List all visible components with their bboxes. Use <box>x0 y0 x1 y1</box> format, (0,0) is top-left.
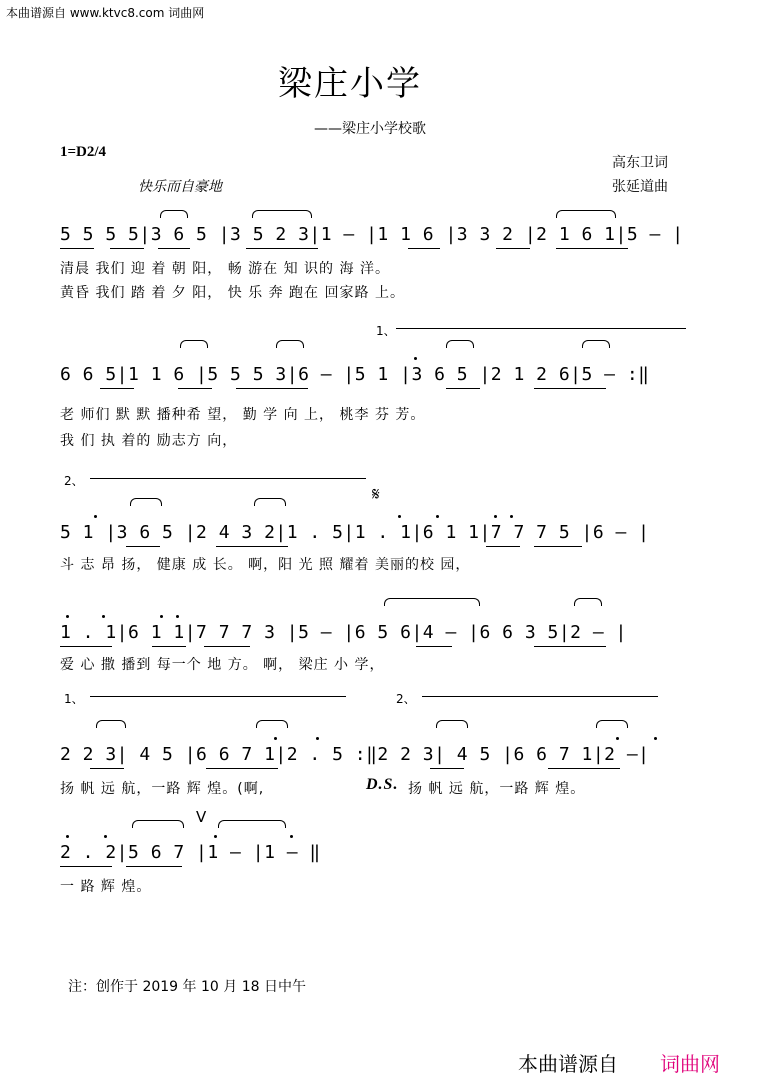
slur <box>160 210 188 218</box>
beam <box>408 248 440 249</box>
slur <box>276 340 304 348</box>
volta-2-marker-second: 2、 <box>396 692 416 706</box>
slur <box>218 820 286 828</box>
dal-segno-marker: D.S. <box>366 776 399 793</box>
beam <box>152 646 186 647</box>
slur <box>574 598 602 606</box>
slur <box>96 720 126 728</box>
beam <box>100 388 134 389</box>
slur <box>180 340 208 348</box>
high-octave-dot <box>436 515 439 518</box>
notation-row-1: 5 5 5 5|3 6 5 |3 5 2 3|1 — |1 1 6 |3 3 2 |2 1 6 1|5 — | <box>60 224 684 245</box>
high-octave-dot <box>398 515 401 518</box>
beam <box>534 388 606 389</box>
footer-site-name: 词曲网 <box>660 1052 720 1076</box>
lyrics-row-1-verse-2: 黄昏 我们 踏 着 夕 阳， 快 乐 奔 跑在 回家路 上。 <box>60 285 405 301</box>
lyrics-row-5-part-1: 扬 帆 远 航，一路 辉 煌。(啊, <box>60 781 265 797</box>
slur <box>254 498 286 506</box>
volta-1-marker: 1、 <box>376 324 396 338</box>
song-title: 梁庄小学 <box>278 64 422 104</box>
volta-1-line <box>396 328 686 329</box>
slur <box>132 820 184 828</box>
high-octave-dot <box>414 357 417 360</box>
segno-sign: 𝄋 <box>372 484 380 505</box>
high-octave-dot <box>290 835 293 838</box>
beam <box>216 546 288 547</box>
slur <box>436 720 468 728</box>
high-octave-dot <box>274 737 277 740</box>
footer-source-label: 本曲谱源自 <box>518 1052 618 1076</box>
beam <box>110 248 144 249</box>
high-octave-dot <box>102 615 105 618</box>
high-octave-dot <box>616 737 619 740</box>
volta-2-line-second <box>422 696 658 697</box>
lyricist-credit: 高东卫词 <box>612 155 668 171</box>
high-octave-dot <box>654 737 657 740</box>
beam <box>534 646 606 647</box>
high-octave-dot <box>494 515 497 518</box>
notation-row-4: 1 . 1|6 1 1|7 7 7 3 |5 — |6 5 6|4 — |6 6 3 5|2 — | <box>60 622 627 643</box>
lyrics-row-5-part-2: 扬 帆 远 航，一路 辉 煌。 <box>408 781 586 797</box>
lyrics-row-2-verse-2: 我 们 执 着的 励志方 向， <box>60 433 238 449</box>
slur <box>556 210 616 218</box>
beam <box>178 388 212 389</box>
notation-row-3: 5 1 |3 6 5 |2 4 3 2|1 . 5|1 . 1|6 1 1|7 7 7 5 |6 — | <box>60 522 650 543</box>
lyrics-row-2-verse-1: 老 师们 默 默 播种希 望， 勤 学 向 上， 桃李 芬 芳。 <box>60 407 426 423</box>
volta-2-marker: 2、 <box>64 474 84 488</box>
beam <box>548 768 620 769</box>
beam <box>556 248 628 249</box>
slur <box>256 720 288 728</box>
notation-row-2: 6 6 5|1 1 6 |5 5 5 3|6 — |5 1 |3 6 5 |2 1 2 6|5 — :‖ <box>60 364 650 385</box>
high-octave-dot <box>214 835 217 838</box>
beam <box>534 546 582 547</box>
slur <box>130 498 162 506</box>
volta-2-line <box>90 478 366 479</box>
beam <box>60 646 112 647</box>
notation-row-6: 2 . 2|5 6 7 |1 — |1 — ‖ <box>60 842 321 863</box>
beam <box>236 388 308 389</box>
slur <box>582 340 610 348</box>
lyrics-row-1-verse-1: 清晨 我们 迎 着 朝 阳， 畅 游在 知 识的 海 洋。 <box>60 261 390 277</box>
key-signature: 1=D2/4 <box>60 144 107 160</box>
beam <box>158 248 190 249</box>
high-octave-dot <box>176 615 179 618</box>
source-header: 本曲谱源自 www.ktvc8.com 词曲网 <box>6 6 205 20</box>
volta-1-marker-second: 1、 <box>64 692 84 706</box>
high-octave-dot <box>160 615 163 618</box>
beam <box>246 248 318 249</box>
slur <box>446 340 474 348</box>
breath-mark: V <box>196 808 207 826</box>
beam <box>204 646 250 647</box>
composition-note: 注：创作于 2019 年 10 月 18 日中午 <box>68 979 306 995</box>
beam <box>60 866 112 867</box>
tempo-marking: 快乐而自豪地 <box>138 179 222 195</box>
beam <box>90 768 124 769</box>
high-octave-dot <box>66 835 69 838</box>
lyrics-row-3: 斗 志 昂 扬， 健康 成 长。 啊，阳 光 照 耀着 美丽的校 园， <box>60 557 471 573</box>
composer-credit: 张延道曲 <box>612 179 668 195</box>
beam <box>206 768 278 769</box>
beam <box>496 248 530 249</box>
lyrics-row-4: 爱 心 撒 播到 每一个 地 方。 啊， 梁庄 小 学， <box>60 657 385 673</box>
high-octave-dot <box>66 615 69 618</box>
beam <box>126 866 182 867</box>
slur <box>384 598 480 606</box>
lyrics-row-6: 一 路 辉 煌。 <box>60 879 152 895</box>
slur <box>252 210 312 218</box>
beam <box>430 768 464 769</box>
beam <box>446 388 480 389</box>
high-octave-dot <box>104 835 107 838</box>
beam <box>126 546 160 547</box>
notation-row-5: 2 2 3| 4 5 |6 6 7 1|2 . 5 :‖2 2 3| 4 5 |6 6 7 1|2 —| <box>60 744 650 765</box>
high-octave-dot <box>316 737 319 740</box>
high-octave-dot <box>94 515 97 518</box>
beam <box>486 546 520 547</box>
beam <box>416 646 452 647</box>
slur <box>596 720 628 728</box>
high-octave-dot <box>510 515 513 518</box>
song-subtitle: ——梁庄小学校歌 <box>314 121 426 137</box>
beam <box>60 248 94 249</box>
volta-1-line-second <box>90 696 346 697</box>
